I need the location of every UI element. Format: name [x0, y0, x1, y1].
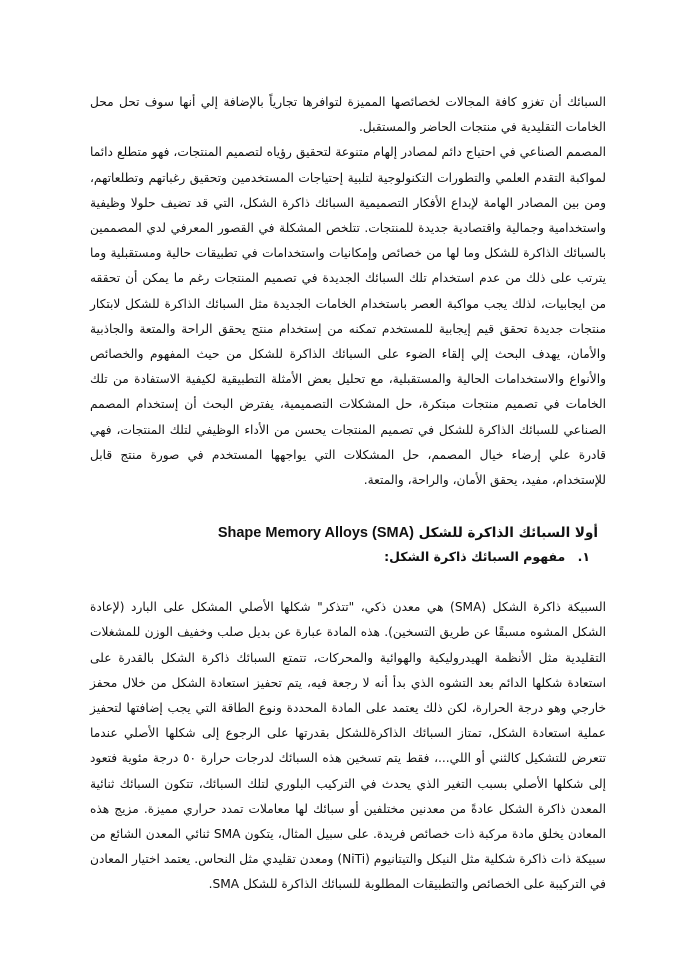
paragraph-problem-statement: المصمم الصناعي في احتياج دائم لمصادر إلهام متنوعة لتحقيق رؤياه لتصميم المنتجات، فهو متطلع دائما لمواكبة التقدم العلمي والتطورات التكنولوجية لتلبية إحتياجات المستخدمين وتحقيق رغباتهم وتطلعاتهم، ومن بين المصادر الهامة لإبداع الأفكار التصميمية السبائك ذاكرة الشكل، التي قد تضيف حلولا وظيفية واستخدامية وجمالية واقتصادية جديدة للمنتجات. تتلخص المشكلة في القصور المعرفي لدي المصممين بالسبائك الذاكرة للشكل وما لها من خصائص وإمكانيات واستخدامات في تطبيقات حالية ومستقبلية وما يترتب على ذلك من عدم استخدام تلك السبائك الجديدة في تصميم المنتجات رغم ما يمكن أن تحققه من ايجابيات، لذلك يجب مواكبة العصر باستخدام الخامات الجديدة مثل السبائك الذاكرة للشكل لابتكار منتجات جديدة تحقق قيم إيجابية للمستخدم تمكنه من إستخدام منتج يحقق الراحة والمتعة والجاذبية والأمان، يهدف البحث إلي إلقاء الضوء على السبائك الذاكرة للشكل من حيث المفهوم والخصائص والأنواع والاستخدامات الحالية والمستقبلية، مع تحليل بعض الأمثلة التطبيقية لكيفية الاستفادة من تلك الخامات في تصميم منتجات مبتكرة، حل المشكلات التصميمية، يفترض البحث أن إستخدام المصمم الصناعي للسبائك الذاكرة للشكل في تصميم المنتجات يحسن من الأداء الوظيفي لتلك المنتجات، فهي قادرة علي إرضاء خيال المصمم، حل المشكلات التي يواجهها المستخدم في صورة منتج قابل للإستخدام، مفيد، يحقق الأمان، والراحة، والمتعة.	[90, 145, 606, 488]
document-page	[90, 90, 606, 898]
section-heading-english: Shape Memory Alloys (SMA)	[217, 525, 414, 542]
section-heading-arabic: أولا السبائك الذاكرة للشكل	[418, 525, 598, 542]
paragraph-intro-continuation: السبائك أن تغزو كافة المجالات لخصائصها المميزة لتوافرها تجارياً بالإضافة إلي أنها سوف تحل محل الخامات التقليدية في منتجات الحاضر والمستقبل.	[90, 95, 606, 135]
subsection-title: مفهوم السبائك ذاكرة الشكل:	[384, 549, 566, 565]
paragraph-sma-definition: السبيكة ذاكرة الشكل (SMA) هي معدن ذكي، "تتذكر" شكلها الأصلي المشكل على البارد (لإعادة الشكل المشوه مسبقًا عن طريق التسخين). هذه المادة عبارة عن بديل صلب وخفيف الوزن للمشغلات التقليدية مثل الأنظمة الهيدروليكية والهوائية والمحركات، تتمتع السبائك ذاكرة الشكل بالقدرة على استعادة شكلها الدائم بعد التشوه الذي بدأ أنه لا رجعة فيه، يتم تحفيز استعادة الشكل من خلال محفز خارجي وهو درجة الحرارة، لكن ذلك يعتمد على المادة المحددة ونوع الطاقة التي يجب إضافتها لتحفيز عملية استعادة الشكل، تمتاز السبائك الذاكرةللشكل بقدرتها على الرجوع إلى شكلها الأصلي عندما تتعرض للتشكيل كالثني أو اللي...، فقط يتم تسخين هذه السبائك لدرجات حرارة ٥٠ درجة مئوية فتعود إلى شكلها الأصلي بسبب التغير الذي يحدث في التركيب البلوري لتلك السبائك، تتكون السبائك ثنائية المعدن ذاكرة الشكل عادةً من معدنين مختلفين أو سبائك لها معاملات تمدد حراري مميزة. مزيج هذه المعادن يخلق مادة مركبة ذات خصائص فريدة. على سبيل المثال، يتكون SMA ثنائي المعدن الشائع من سبيكة ذات ذاكرة شكلية مثل النيكل والتيتانيوم (NiTi) ومعدن تقليدي مثل النحاس. يعتمد اختيار المعادن في التركيبة على الخصائص والتطبيقات المطلوبة للسبائك الذاكرة للشكل SMA.	[90, 600, 607, 892]
subsection-number: ١.	[577, 549, 590, 565]
section-heading	[90, 522, 606, 544]
subsection-heading	[90, 546, 606, 568]
